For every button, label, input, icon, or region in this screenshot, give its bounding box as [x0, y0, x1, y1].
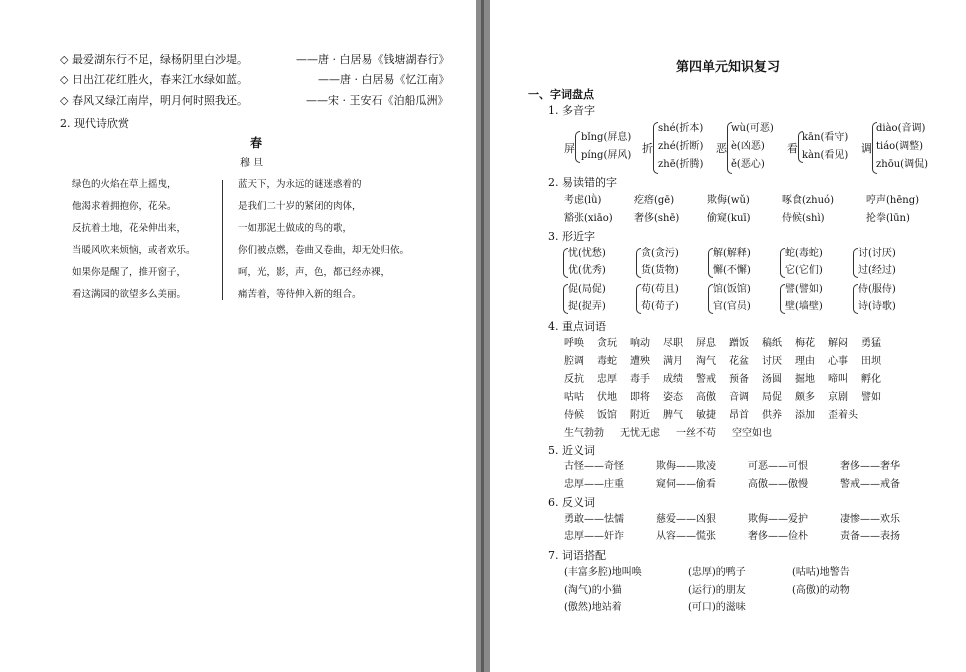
key-word: 反抗 — [564, 374, 584, 385]
reading: è(凶恶) — [731, 141, 765, 152]
subheading: 6. 反义词 — [548, 496, 595, 509]
quote-3: ◇ 春风又绿江南岸，明月何时照我还。 — [60, 94, 248, 107]
poem-divider — [222, 180, 223, 300]
key-word: 孵化 — [861, 374, 881, 385]
key-word: 歪着头 — [828, 410, 858, 421]
poem-line: 呵，光，影，声，色，都已经赤裸， — [238, 267, 391, 278]
key-word: 呼唤 — [564, 338, 584, 349]
key-word: 淘气 — [696, 356, 716, 367]
reading: píng(屏风) — [581, 150, 632, 161]
key-word: 遭殃 — [630, 356, 650, 367]
poem-line: 他渴求着拥抱你，花朵。 — [72, 201, 177, 212]
key-word: 花盆 — [729, 356, 749, 367]
key-word: 侍候 — [564, 410, 584, 421]
polyphone-char: 调 — [861, 142, 872, 155]
synonym-pair: 忠厚——庄重 — [564, 479, 624, 490]
key-word: 响动 — [630, 338, 650, 349]
similar-char: 捉(捉弄) — [568, 301, 606, 312]
key-word: 敏捷 — [696, 410, 716, 421]
antonym-pair: 从容——慌张 — [656, 531, 716, 542]
key-word: 忠厚 — [597, 374, 617, 385]
page-gutter — [476, 0, 490, 672]
key-word: 音调 — [729, 392, 749, 403]
key-word: 添加 — [795, 410, 815, 421]
word-reading: 侍候(shì) — [782, 213, 825, 224]
subheading: 4. 重点词语 — [548, 320, 606, 333]
reading: ě(恶心) — [731, 159, 765, 170]
key-word: 脾气 — [663, 410, 683, 421]
key-word: 毒手 — [630, 374, 650, 385]
subheading: 2. 易读错的字 — [548, 176, 617, 189]
key-word: 梅花 — [795, 338, 815, 349]
antonym-pair: 忠厚——奸诈 — [564, 531, 624, 542]
right-page — [490, 0, 966, 672]
key-word: 毒蛇 — [597, 356, 617, 367]
key-word: 饭馆 — [597, 410, 617, 421]
antonym-pair: 责备——表扬 — [840, 531, 900, 542]
synonym-pair: 窥伺——偷看 — [656, 479, 716, 490]
page-title: 第四单元知识复习 — [676, 60, 781, 75]
key-word: 满月 — [663, 356, 683, 367]
poem-line: 一如那泥土做成的鸟的歌， — [238, 223, 353, 234]
key-word: 局促 — [762, 392, 782, 403]
key-word: 田坝 — [861, 356, 881, 367]
key-word: 警戒 — [696, 374, 716, 385]
subheading: 7. 词语搭配 — [548, 549, 606, 562]
quote-2: ◇ 日出江花红胜火，春来江水绿如蓝。 — [60, 73, 248, 86]
key-word: 稿纸 — [762, 338, 782, 349]
polyphone-char: 看 — [787, 142, 798, 155]
quote-1-source: ——唐 · 白居易《钱塘湖春行》 — [296, 53, 450, 66]
key-word: 解闷 — [828, 338, 848, 349]
synonym-pair: 警戒——戒备 — [840, 479, 900, 490]
poem-line: 你们被点燃，卷曲又卷曲，却无处归依。 — [238, 245, 410, 256]
key-word: 贪玩 — [597, 338, 617, 349]
key-word: 预备 — [729, 374, 749, 385]
poem-line: 看这满园的欲望多么美丽。 — [72, 289, 187, 300]
word-reading: 哼声(hēng) — [866, 195, 920, 206]
similar-char: 苟(苟且) — [641, 284, 679, 295]
word-reading: 考虑(lǜ) — [564, 195, 602, 206]
key-word: 腔调 — [564, 356, 584, 367]
similar-char: 忧(忧愁) — [568, 248, 606, 259]
key-word: 即将 — [630, 392, 650, 403]
key-word: 勇猛 — [861, 338, 881, 349]
subheading: 1. 多音字 — [548, 104, 595, 117]
key-word: 屏息 — [696, 338, 716, 349]
polyphone-char: 屏 — [564, 142, 575, 155]
similar-char: 解(解释) — [713, 248, 751, 259]
section-heading: 一、字词盘点 — [528, 88, 594, 101]
poem-line: 当暖风吹来烦恼，或者欢乐。 — [72, 245, 196, 256]
reading: zhé(折断) — [658, 141, 704, 152]
reading: bǐng(屏息) — [581, 132, 632, 143]
synonym-pair: 古怪——奇怪 — [564, 461, 624, 472]
similar-char: 过(经过) — [858, 265, 896, 276]
collocation: (运行)的朋友 — [688, 585, 746, 596]
similar-char: 优(优秀) — [568, 265, 606, 276]
reading: kàn(看见) — [802, 150, 849, 161]
poem-title: 春 — [250, 136, 263, 150]
similar-char: 壁(墙壁) — [785, 301, 823, 312]
quote-3-source: ——宋 · 王安石《泊船瓜洲》 — [306, 94, 449, 107]
poem-line: 痛苦着，等待伸入新的组合。 — [238, 289, 362, 300]
similar-char: 它(它们) — [785, 265, 823, 276]
similar-char: 讨(讨厌) — [858, 248, 896, 259]
similar-char: 侍(服侍) — [858, 284, 896, 295]
antonym-pair: 欺侮——爱护 — [748, 514, 808, 525]
subheading: 5. 近义词 — [548, 444, 595, 457]
reading: zhōu(调侃) — [876, 159, 928, 170]
key-word: 无忧无虑 — [620, 428, 660, 439]
collocation: (咕咕)地警告 — [792, 567, 850, 578]
reading: shé(折本) — [658, 123, 704, 134]
quote-1: ◇ 最爱湖东行不足，绿杨阴里白沙堤。 — [60, 53, 248, 66]
key-word: 空空如也 — [732, 428, 772, 439]
similar-char: 贪(贪污) — [641, 248, 679, 259]
synonym-pair: 可恶——可恨 — [748, 461, 808, 472]
reading: tiáo(调整) — [876, 141, 924, 152]
word-reading: 欺侮(wǔ) — [707, 195, 750, 206]
key-word: 颇多 — [795, 392, 815, 403]
key-word: 成绩 — [663, 374, 683, 385]
collocation: (傲然)地站着 — [564, 602, 622, 613]
antonym-pair: 慈爱——凶狠 — [656, 514, 716, 525]
synonym-pair: 欺侮——欺凌 — [656, 461, 716, 472]
similar-char: 馆(饭馆) — [713, 284, 751, 295]
poem-author: 穆 旦 — [240, 158, 264, 169]
word-reading: 偷窥(kuī) — [707, 213, 751, 224]
key-word: 供养 — [762, 410, 782, 421]
antonym-pair: 凄惨——欢乐 — [840, 514, 900, 525]
polyphone-char: 恶 — [716, 142, 727, 155]
collocation: (淘气)的小猫 — [564, 585, 622, 596]
similar-char: 荀(荀子) — [641, 301, 679, 312]
word-reading: 奢侈(shē) — [634, 213, 680, 224]
key-word: 啼叫 — [828, 374, 848, 385]
synonym-pair: 奢侈——奢华 — [840, 461, 900, 472]
key-word: 掘地 — [795, 374, 815, 385]
collocation: (忠厚)的鸭子 — [688, 567, 746, 578]
reading: wù(可恶) — [731, 123, 774, 134]
similar-char: 促(局促) — [568, 284, 606, 295]
polyphone-char: 折 — [642, 142, 653, 155]
collocation: (丰富多腔)地叫唤 — [564, 567, 642, 578]
poem-line: 蓝天下，为永远的谜迷惑着的 — [238, 179, 362, 190]
similar-char: 货(货物) — [641, 265, 679, 276]
collocation: (高傲)的动物 — [792, 585, 850, 596]
poem-line: 是我们二十岁的紧闭的肉体， — [238, 201, 362, 212]
antonym-pair: 奢侈——俭朴 — [748, 531, 808, 542]
reading: kān(看守) — [802, 132, 849, 143]
similar-char: 官(官员) — [713, 301, 751, 312]
key-word: 汤圆 — [762, 374, 782, 385]
reading: zhē(折腾) — [658, 159, 704, 170]
poem-line: 绿色的火焰在草上摇曳， — [72, 179, 177, 190]
quote-2-source: ——唐 · 白居易《忆江南》 — [318, 73, 450, 86]
word-reading: 啄食(zhuó) — [782, 195, 834, 206]
poem-line: 反抗着土地，花朵伸出来， — [72, 223, 187, 234]
similar-char: 诗(诗歌) — [858, 301, 896, 312]
key-word: 蹭饭 — [729, 338, 749, 349]
key-word: 高傲 — [696, 392, 716, 403]
left-page — [0, 0, 476, 672]
key-word: 尽职 — [663, 338, 683, 349]
key-word: 讨厌 — [762, 356, 782, 367]
key-word: 昂首 — [729, 410, 749, 421]
key-word: 理由 — [795, 356, 815, 367]
similar-char: 蛇(毒蛇) — [785, 248, 823, 259]
key-word: 京剧 — [828, 392, 848, 403]
similar-char: 譬(譬如) — [785, 284, 823, 295]
synonym-pair: 高傲——傲慢 — [748, 479, 808, 490]
section-heading: 2. 现代诗欣赏 — [60, 117, 129, 130]
antonym-pair: 勇敢——怯懦 — [564, 514, 624, 525]
subheading: 3. 形近字 — [548, 230, 595, 243]
key-word: 伏地 — [597, 392, 617, 403]
key-word: 生气勃勃 — [564, 428, 604, 439]
word-reading: 抡拳(lūn) — [866, 213, 910, 224]
poem-line: 如果你是醒了，推开窗子， — [72, 267, 187, 278]
key-word: 譬如 — [861, 392, 881, 403]
key-word: 心事 — [828, 356, 848, 367]
reading: diào(音调) — [876, 123, 926, 134]
word-reading: 豁张(xiāo) — [564, 213, 613, 224]
collocation: (可口)的滋味 — [688, 602, 746, 613]
brace — [575, 131, 580, 163]
key-word: 附近 — [630, 410, 650, 421]
key-word: 咕咕 — [564, 392, 584, 403]
key-word: 一丝不苟 — [676, 428, 716, 439]
similar-char: 懈(不懈) — [713, 265, 751, 276]
key-word: 姿态 — [663, 392, 683, 403]
word-reading: 疙瘩(gē) — [634, 195, 675, 206]
